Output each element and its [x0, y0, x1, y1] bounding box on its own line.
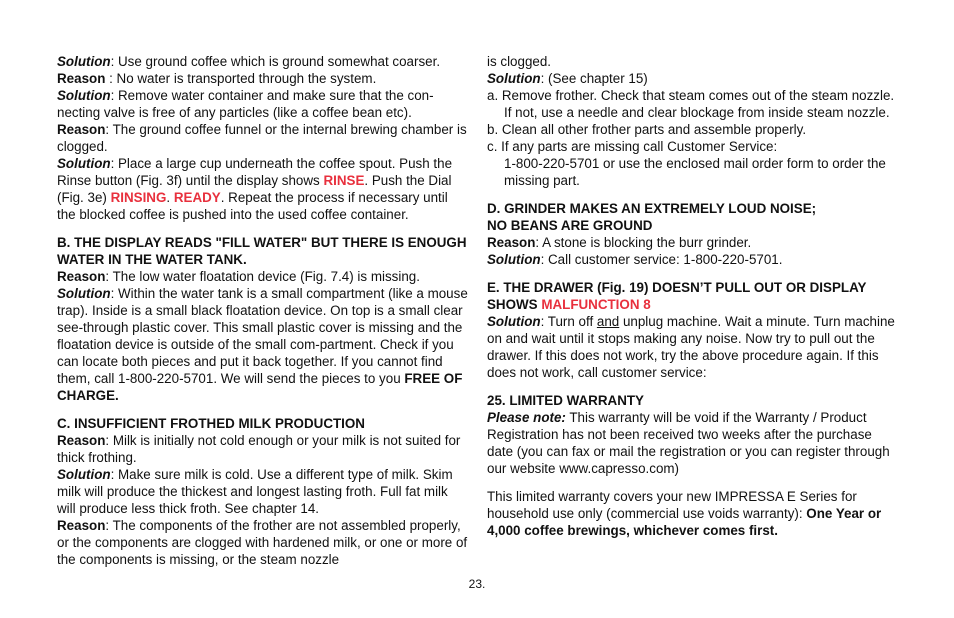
list-item-b: b. Clean all other frother parts and assemble properly. — [487, 122, 807, 137]
solution-paragraph — [57, 87, 469, 121]
solution-paragraph — [57, 285, 469, 404]
solution-label: Solution — [57, 156, 111, 171]
solution-text: unplug machine. Wait a minute. Turn machine on and wait until it stops making any noise. Now try to pull out the drawer. If this does not work, try the above procedure again. If this does not work, call customer service: — [487, 314, 895, 380]
reason-paragraph — [57, 121, 469, 155]
solution-text: : Within the water tank is a small compartment (like a mouse trap). Inside is a small black floatation device. On top is a small clear see-through plastic cover. This small plastic cover is missing and the floatation device is outside of the small com-partment. Check if you can locate both pieces and put it back together. If you cannot find them, call 1-800-220-5701. We will send the pieces to you — [57, 286, 468, 386]
solution-text: : (See chapter 15) — [540, 71, 648, 86]
list-item-c: c. If any parts are missing call Customer Service: — [487, 139, 778, 154]
section-heading-c: C. INSUFFICIENT FROTHED MILK PRODUCTION — [57, 416, 365, 431]
display-rinse: RINSE — [323, 173, 365, 188]
reason-label: Reason — [57, 122, 106, 137]
page-number: 23. — [468, 577, 486, 591]
list-item-a: a. Remove frother. Check that steam comes out of the steam nozzle. If not, use a needle and clear blockage from inside steam nozzle. — [487, 88, 895, 120]
left-column — [57, 53, 469, 568]
solution-label: Solution — [57, 286, 111, 301]
continuation-text: is clogged. — [487, 54, 552, 69]
reason-text: : The components of the frother are not assembled properly, or the components are clogged with hardened milk, or one or more of the components is missing, or the steam nozzle — [57, 518, 468, 567]
solution-text: : Place a large cup underneath the coffee spout. Push the Rinse button (Fig. 3f) until the display shows — [57, 156, 453, 188]
reason-label: Reason — [487, 235, 536, 250]
solution-text: . Repeat the process if necessary until the blocked coffee is pushed into the used coffee container. — [57, 190, 448, 222]
solution-text: : Use ground coffee which is ground somewhat coarser. — [110, 54, 441, 69]
solution-text: : Remove water container and make sure that the con-necting valve is free of any particles (like a coffee bean etc). — [57, 88, 434, 120]
solution-paragraph — [487, 70, 899, 87]
warranty-coverage-text: This limited warranty covers your new IMPRESSA E Series for household use only (commercial use voids warranty): — [487, 489, 857, 521]
free-of-charge: FREE OF CHARGE. — [57, 371, 463, 403]
reason-text: : No water is transported through the system. — [105, 71, 377, 86]
solution-paragraph — [487, 251, 899, 268]
separator-text: . — [166, 190, 174, 205]
display-rinsing: RINSING — [110, 190, 167, 205]
reason-label: Reason — [57, 71, 106, 86]
solution-label: Solution — [57, 88, 111, 103]
display-malfunction: MALFUNCTION 8 — [541, 297, 651, 312]
solution-text: : Make sure milk is cold. Use a different type of milk. Skim milk will produce the thickest and longest lasting froth. Full fat milk will produce less thick froth. See chapter 14. — [57, 467, 453, 516]
solution-label: Solution — [57, 54, 111, 69]
right-column — [487, 53, 899, 539]
reason-paragraph — [57, 70, 469, 87]
reason-text: : A stone is blocking the burr grinder. — [535, 235, 752, 250]
solution-text: : Turn off — [540, 314, 597, 329]
reason-paragraph — [487, 234, 899, 251]
reason-text: : The low water floatation device (Fig. 7.4) is missing. — [105, 269, 420, 284]
reason-paragraph — [57, 268, 469, 285]
reason-text: : Milk is initially not cold enough or your milk is not suited for thick frothing. — [57, 433, 461, 465]
reason-label: Reason — [57, 518, 106, 533]
section-heading-d — [487, 200, 899, 234]
heading-line: NO BEANS ARE GROUND — [487, 218, 653, 233]
section-heading-e — [487, 279, 899, 313]
solution-label: Solution — [487, 71, 541, 86]
solution-label: Solution — [57, 467, 111, 482]
section-heading-b: B. THE DISPLAY READS "FILL WATER" BUT THERE IS ENOUGH WATER IN THE WATER TANK. — [57, 235, 467, 267]
warranty-note-text: This warranty will be void if the Warranty / Product Registration has not been received two weeks after the purchase date (you can fax or mail the registration or you can register through our website www.capresso.com) — [487, 410, 890, 476]
reason-label: Reason — [57, 269, 106, 284]
heading-line: D. GRINDER MAKES AN EXTREMELY LOUD NOISE; — [487, 201, 817, 216]
heading-line: E. THE DRAWER (Fig. 19) DOESN’T PULL OUT OR DISPLAY — [487, 280, 867, 295]
reason-label: Reason — [57, 433, 106, 448]
list-item-c-continued: 1-800-220-5701 or use the enclosed mail order form to order the missing part. — [504, 156, 886, 188]
please-note-label: Please note: — [487, 410, 566, 425]
section-heading-warranty: 25. LIMITED WARRANTY — [487, 393, 644, 408]
solution-paragraph — [57, 466, 469, 517]
solution-text: : Call customer service: 1-800-220-5701. — [540, 252, 783, 267]
solution-label: Solution — [487, 314, 541, 329]
warranty-coverage — [487, 488, 899, 539]
solution-paragraph — [57, 155, 469, 223]
underlined-word: and — [596, 314, 620, 329]
warranty-term: One Year or 4,000 coffee brewings, whichever comes first. — [487, 506, 882, 538]
display-ready: READY — [173, 190, 221, 205]
solution-paragraph — [487, 313, 899, 381]
reason-paragraph — [57, 517, 469, 568]
reason-text: : The ground coffee funnel or the internal brewing chamber is clogged. — [57, 122, 467, 154]
solution-text: . Push the Dial (Fig. 3e) — [57, 173, 452, 205]
reason-paragraph — [57, 432, 469, 466]
warranty-note — [487, 409, 899, 477]
heading-line: SHOWS — [487, 297, 542, 312]
solution-paragraph — [57, 53, 469, 70]
solution-label: Solution — [487, 252, 541, 267]
